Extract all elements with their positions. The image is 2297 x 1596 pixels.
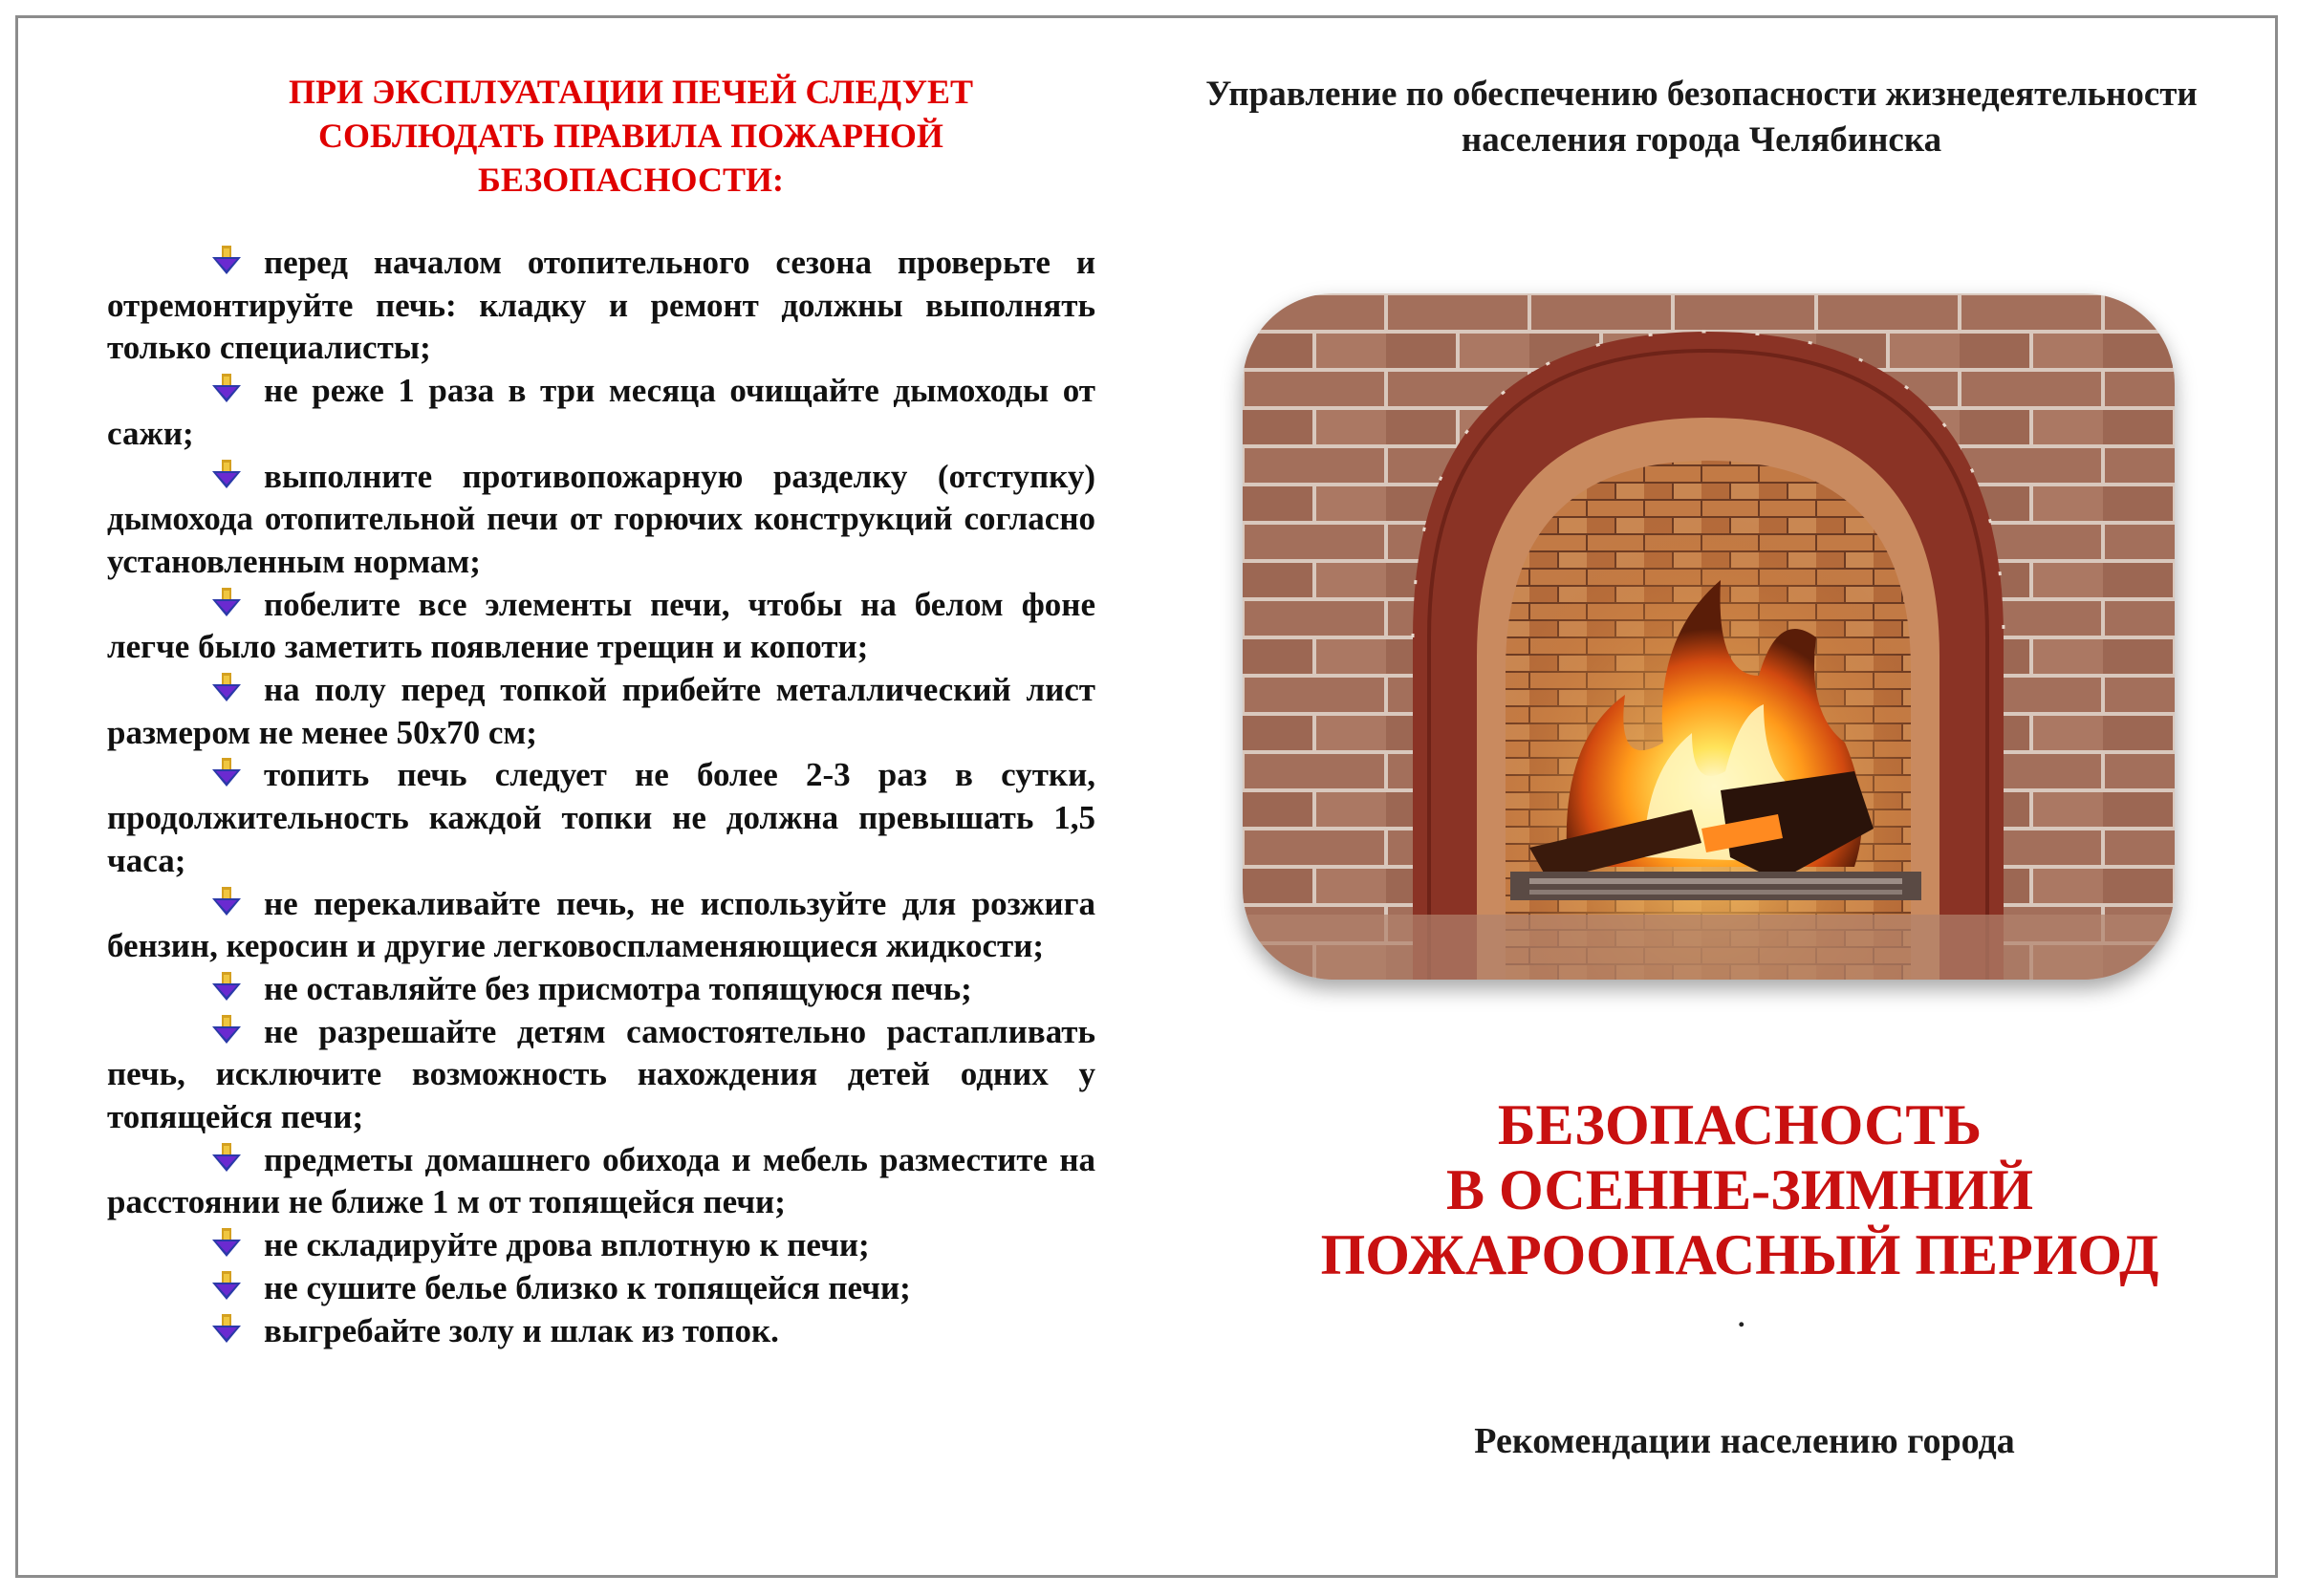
arrow-bullet-icon	[208, 887, 245, 917]
fireplace-photo	[1243, 293, 2175, 980]
rule-text: побелите все элементы печи, чтобы на белом фоне легче было заметить появление трещин и копоти;	[107, 585, 1095, 666]
main-title	[1233, 1092, 2246, 1287]
rules-heading: ПРИ ЭКСПЛУАТАЦИИ ПЕЧЕЙ СЛЕДУЕТ СОБЛЮДАТЬ ПРАВИЛА ПОЖАРНОЙ БЕЗОПАСНОСТИ:	[288, 73, 974, 199]
rule-item	[107, 883, 1095, 968]
rule-item	[107, 669, 1095, 754]
rule-text: на полу перед топкой прибейте металлический лист размером не менее 50х70 см;	[107, 671, 1095, 751]
rule-item	[107, 754, 1095, 882]
rule-text: предметы домашнего обихода и мебель разместите на расстоянии не ближе 1 м от топящейся печи;	[107, 1140, 1095, 1221]
rule-text: не разрешайте детям самостоятельно растапливать печь, исключите возможность нахождения детей одних у топящейся печи;	[107, 1012, 1095, 1136]
arrow-bullet-icon	[208, 374, 245, 404]
arrow-bullet-icon	[208, 1271, 245, 1302]
rule-text: не реже 1 раза в три месяца очищайте дымоходы от сажи;	[107, 372, 1095, 452]
rule-text: выгребайте золу и шлак из топок.	[264, 1311, 779, 1349]
rule-text: перед началом отопительного сезона проверьте и отремонтируйте печь: кладку и ремонт должны выполнять только специалисты;	[107, 244, 1095, 367]
rule-item	[107, 584, 1095, 669]
rule-text: выполните противопожарную разделку (отступку) дымохода отопительной печи от горючих конструкций согласно установленным нормам;	[107, 457, 1095, 580]
arrow-bullet-icon	[208, 758, 245, 788]
rule-text: не сушите белье близко к топящейся печи;	[264, 1268, 911, 1306]
main-title-line: ПОЖАРООПАСНЫЙ ПЕРИОД	[1320, 1223, 2159, 1286]
main-title-line: БЕЗОПАСНОСТЬ	[1497, 1093, 1983, 1156]
rule-item	[107, 242, 1095, 370]
rule-item	[107, 456, 1095, 584]
arrow-bullet-icon	[208, 673, 245, 703]
rule-item	[107, 1011, 1095, 1139]
rule-item	[107, 370, 1095, 455]
dot: .	[1738, 1302, 1745, 1333]
arrow-bullet-icon	[208, 1143, 245, 1174]
rule-item	[107, 1224, 1095, 1267]
arrow-bullet-icon	[208, 1314, 245, 1345]
rule-item	[107, 1139, 1095, 1224]
arrow-bullet-icon	[208, 972, 245, 1003]
subtitle: Рекомендации населению города	[1474, 1421, 2015, 1461]
rule-text: топить печь следует не более 2-3 раз в сутки, продолжительность каждой топки не должна превышать 1,5 часа;	[107, 756, 1095, 879]
rules-list	[107, 242, 1095, 1352]
arrow-bullet-icon	[208, 588, 245, 618]
organization-name: Управление по обеспечению безопасности жизнедеятельности населения города Челябинска	[1205, 75, 2198, 160]
rule-item	[107, 1310, 1095, 1353]
arrow-bullet-icon	[208, 246, 245, 276]
arrow-bullet-icon	[208, 1015, 245, 1046]
main-title-line: В ОСЕННЕ-ЗИМНИЙ	[1445, 1158, 2034, 1221]
arrow-bullet-icon	[208, 1228, 245, 1259]
rule-item	[107, 1267, 1095, 1310]
rule-text: не складируйте дрова вплотную к печи;	[264, 1226, 870, 1264]
rule-text: не перекаливайте печь, не используйте для розжига бензин, керосин и другие легковоспламеняющиеся жидкости;	[107, 884, 1095, 965]
arrow-bullet-icon	[208, 460, 245, 490]
rule-text: не оставляйте без присмотра топящуюся печь;	[264, 969, 972, 1007]
rule-item	[107, 968, 1095, 1011]
